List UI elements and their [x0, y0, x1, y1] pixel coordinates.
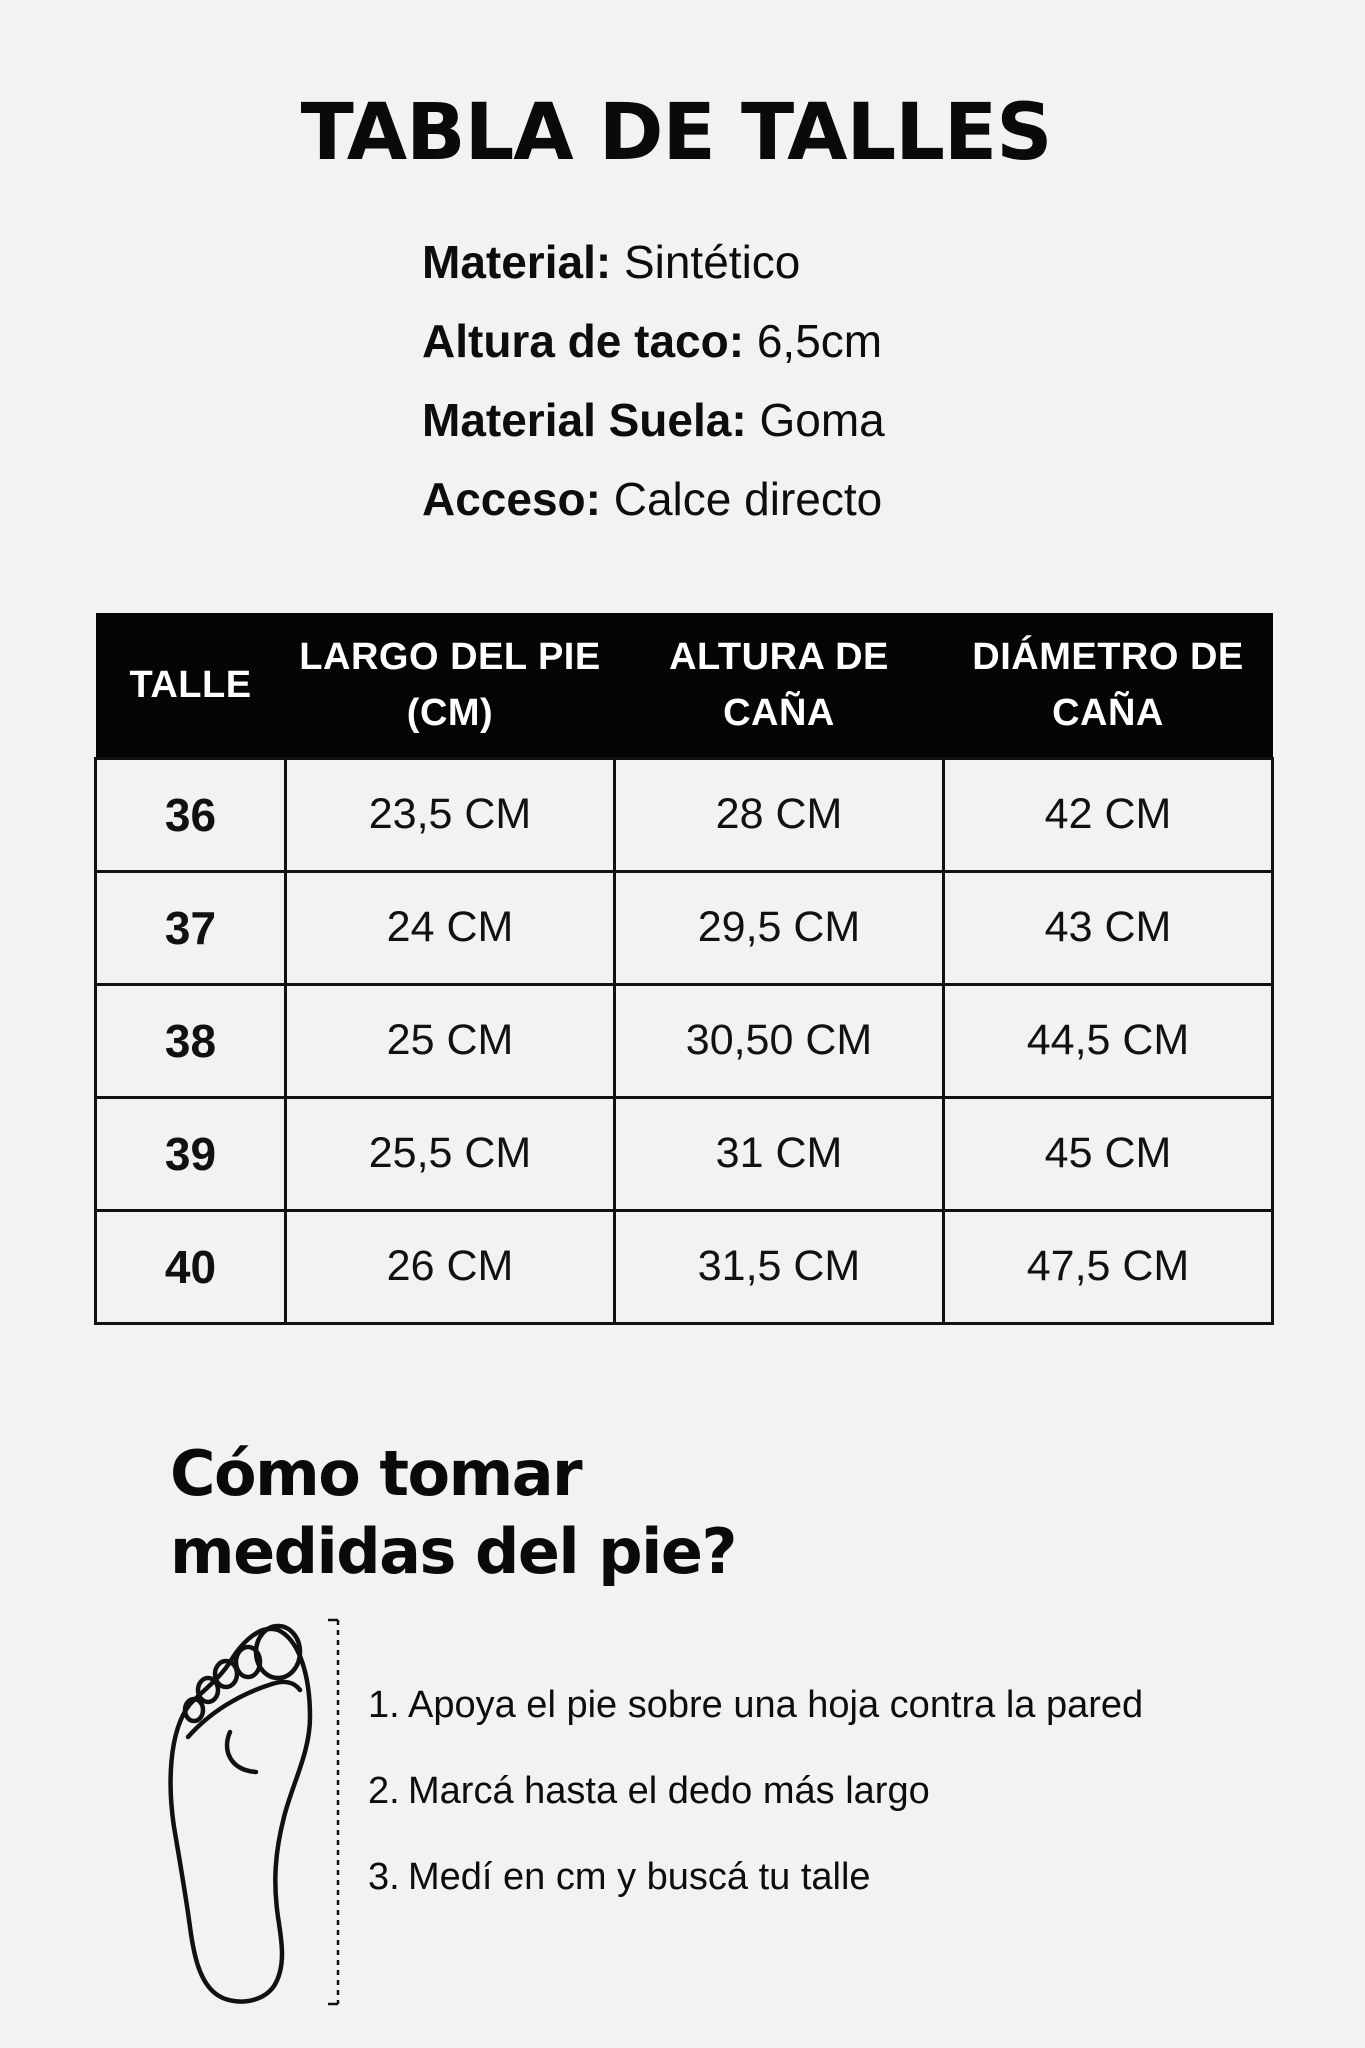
header-shaft-diameter: DIÁMETRO DE CAÑA [944, 613, 1273, 758]
spec-key: Acceso: [422, 473, 601, 525]
header-shaft-height: ALTURA DE CAÑA [615, 613, 944, 758]
table-cell: 40 [96, 1210, 286, 1323]
spec-value: Calce directo [600, 473, 883, 525]
table-cell: 39 [96, 1097, 286, 1210]
spec-key: Altura de taco: [422, 315, 745, 367]
header-size: TALLE [96, 613, 286, 758]
table-cell: 43 CM [944, 871, 1273, 984]
table-cell: 31,5 CM [615, 1210, 944, 1323]
page-title: TABLA DE TALLES [300, 88, 1052, 178]
table-cell: 28 CM [615, 758, 944, 871]
header-foot-length: LARGO DEL PIE (CM) [286, 613, 615, 758]
spec-value: Goma [746, 394, 885, 446]
step-text: Apoya el pie sobre una hoja contra la pared [408, 1684, 1144, 1726]
table-row [96, 1097, 1273, 1210]
table-cell: 26 CM [286, 1210, 615, 1323]
table-cell: 31 CM [615, 1097, 944, 1210]
step-number: 1. [368, 1684, 400, 1726]
table-cell: 29,5 CM [615, 871, 944, 984]
table-cell: 25,5 CM [286, 1097, 615, 1210]
howto-title-line: Cómo tomar [170, 1437, 582, 1510]
table-cell: 38 [96, 984, 286, 1097]
table-cell: 25 CM [286, 984, 615, 1097]
foot-outline-icon [160, 1612, 350, 2012]
howto-title [170, 1435, 736, 1591]
table-row [96, 758, 1273, 871]
table-row [96, 984, 1273, 1097]
list-item [368, 1852, 1143, 1938]
step-text: Marcá hasta el dedo más largo [408, 1770, 930, 1812]
list-item [368, 1766, 1143, 1852]
size-table [94, 613, 1274, 1325]
table-cell: 47,5 CM [944, 1210, 1273, 1323]
table-cell: 24 CM [286, 871, 615, 984]
howto-title-line: medidas del pie? [170, 1515, 736, 1588]
step-text: Medí en cm y buscá tu talle [408, 1856, 871, 1898]
spec-value: 6,5cm [744, 315, 883, 367]
spec-key: Material Suela: [422, 394, 747, 446]
table-cell: 23,5 CM [286, 758, 615, 871]
table-cell: 42 CM [944, 758, 1273, 871]
table-cell: 44,5 CM [944, 984, 1273, 1097]
table-header-row [96, 613, 1273, 758]
table-cell: 45 CM [944, 1097, 1273, 1210]
table-row [96, 1210, 1273, 1323]
spec-heel-height [422, 309, 885, 388]
list-item [368, 1680, 1143, 1766]
spec-sole-material [422, 388, 885, 467]
howto-steps [368, 1680, 1143, 1938]
spec-value: Sintético [611, 236, 801, 288]
spec-key: Material: [422, 236, 612, 288]
step-number: 2. [368, 1770, 400, 1812]
table-cell: 30,50 CM [615, 984, 944, 1097]
table-cell: 36 [96, 758, 286, 871]
spec-material [422, 230, 885, 309]
table-cell: 37 [96, 871, 286, 984]
step-number: 3. [368, 1856, 400, 1898]
table-row [96, 871, 1273, 984]
spec-access [422, 467, 885, 546]
product-specs [422, 230, 885, 546]
